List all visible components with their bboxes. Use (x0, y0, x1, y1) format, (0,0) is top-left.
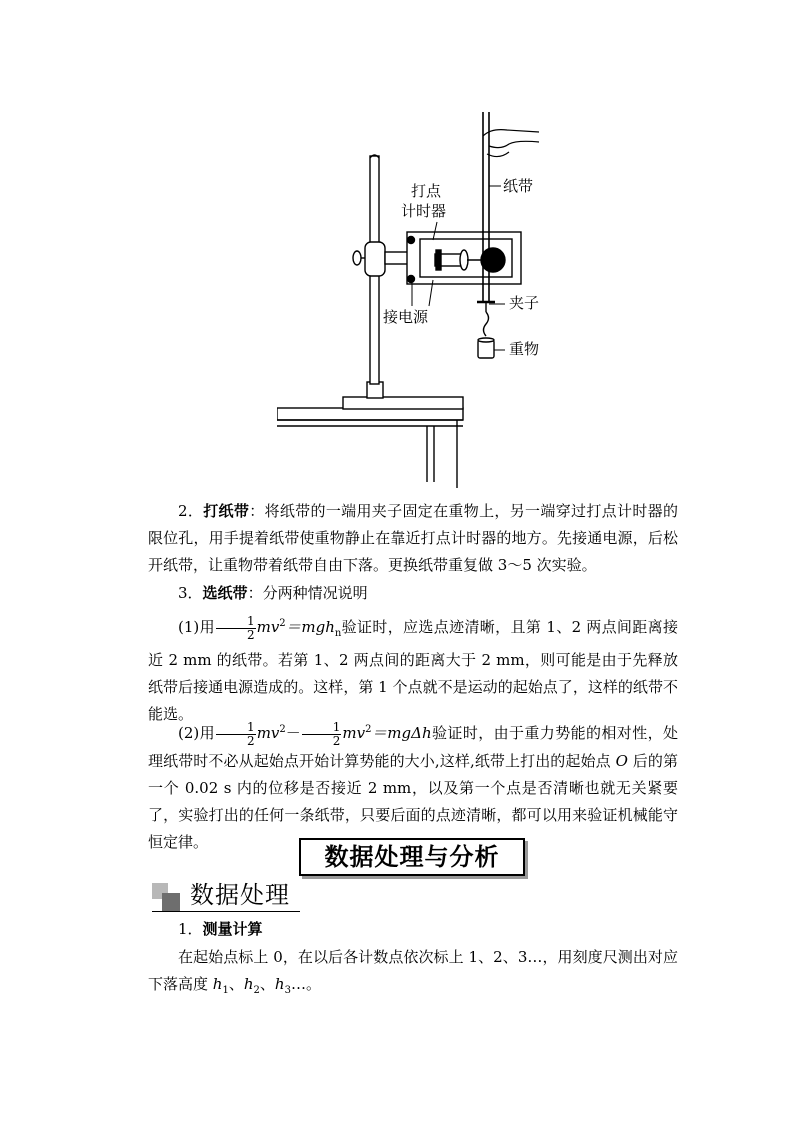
step3-title: 选纸带 (202, 584, 248, 602)
case1-prefix: (1)用 (178, 618, 215, 636)
clamp-screw (353, 251, 361, 265)
case2-point: O (615, 751, 628, 770)
label-power: 接电源 (383, 308, 429, 326)
sub1-number: 1． (178, 920, 203, 938)
stand-base (343, 397, 463, 409)
apparatus-figure (277, 92, 567, 488)
case2-text-2: 后的第一个 0.02 s 内的位移是否接近 2 mm，以及第一个点是否清晰也就无关紧要了，实验打出的任何一条纸带，只要后面的点迹清晰，都可以用来验证机械能守恒定律。 (148, 751, 678, 851)
weight (478, 340, 494, 358)
step2-paragraph (148, 498, 678, 579)
step3-number: 3． (178, 584, 203, 602)
label-timer-2: 计时器 (401, 202, 447, 220)
step2-number: 2． (178, 502, 204, 520)
step2-text: ：将纸带的一端用夹子固定在重物上，另一端穿过打点计时器的限位孔，用手提着纸带使重物静止在靠近打点计时器的地方。先接通电源，后松开纸带，让重物带着纸带自由下落。更换纸带重复做 3～5 次实验。 (148, 502, 678, 574)
measure-text: 在起始点标上 0，在以后各计数点依次标上 1、2、3…，用刻度尺测出对应下落高度 (148, 948, 678, 993)
section-banner: 数据处理与分析 (299, 838, 525, 876)
label-weight: 重物 (509, 340, 540, 358)
section-heading (152, 878, 302, 912)
case2-fraction-2: $\frac{1}{2}$ (302, 721, 342, 748)
step2-title: 打纸带 (203, 502, 250, 520)
heading-squares-icon (152, 883, 182, 911)
case1-eq-b: ＝mgh (285, 618, 335, 636)
section-heading-text: 数据处理 (190, 881, 290, 909)
case2-prefix: (2)用 (178, 724, 216, 742)
step3-paragraph (148, 580, 678, 607)
step3-text: ：分两种情况说明 (247, 584, 368, 602)
label-tape: 纸带 (503, 177, 534, 195)
case1-text: 验证时，应选点迹清晰，且第 1、2 两点间距离接近 2 mm 的纸带。若第 1、2 两点间的距离大于 2 mm，则可能是由于先释放纸带后接通电源造成的。这样，第 1 个点就不是运动的起始点了，这样的纸带不能选。 (148, 618, 678, 723)
case2-fraction-1: $\frac{1}{2}$ (216, 721, 256, 748)
sub1-title: 测量计算 (202, 920, 263, 938)
case2-text-1: 验证时，由于重力势能的相对性，处理纸带时不必从起始点开始计算势能的大小,这样,纸带上打出的起始点 (148, 724, 678, 770)
label-timer-1: 打点 (411, 182, 442, 200)
hand (483, 130, 539, 157)
measure-paragraph: 在起始点标上 0，在以后各计数点依次标上 1、2、3…，用刻度尺测出对应下落高度 $h_1$、$h_2$、$h_3\dots$。 (148, 948, 678, 996)
case1-paragraph: (1)用 $\frac{1}{2}$ $mv^2=mgh_n$验证时，应选点迹清晰，且第 1、2 两点间距离接近 2 mm 的纸带。若第 1、2 两点间的距离大于 2 mm，则可能是由于先释放纸带后接通电源造成的。这样，第 1 个点就不是运动的起始点了，这样的纸带不能选。 (148, 613, 678, 723)
case1-fraction: $\frac{1}{2}$ (216, 615, 256, 642)
label-clip: 夹子 (509, 294, 540, 312)
sub1-heading (148, 916, 678, 943)
boss-clamp (365, 242, 385, 276)
apparatus-diagram (277, 92, 567, 488)
case2-paragraph: (2)用 $\frac{1}{2}$ $mv^2-$ $\frac{1}{2}$ $mv^2=mg\Delta h$验证时，由于重力势能的相对性，处理纸带时不必从起始点开始计算势能的大小,这样,纸带上打出的起始点 O 后的第一个 0.02 s 内的位移是否接近 2 mm，以及第一个点是否清晰也就无关紧要了，实验打出的任何一条纸带，只要后面的点迹清晰，都可以用来验证机械能守恒定律。 (148, 719, 678, 851)
table-top (277, 408, 463, 420)
timer-disc (481, 248, 505, 272)
case1-eq-a: mv (256, 618, 280, 636)
